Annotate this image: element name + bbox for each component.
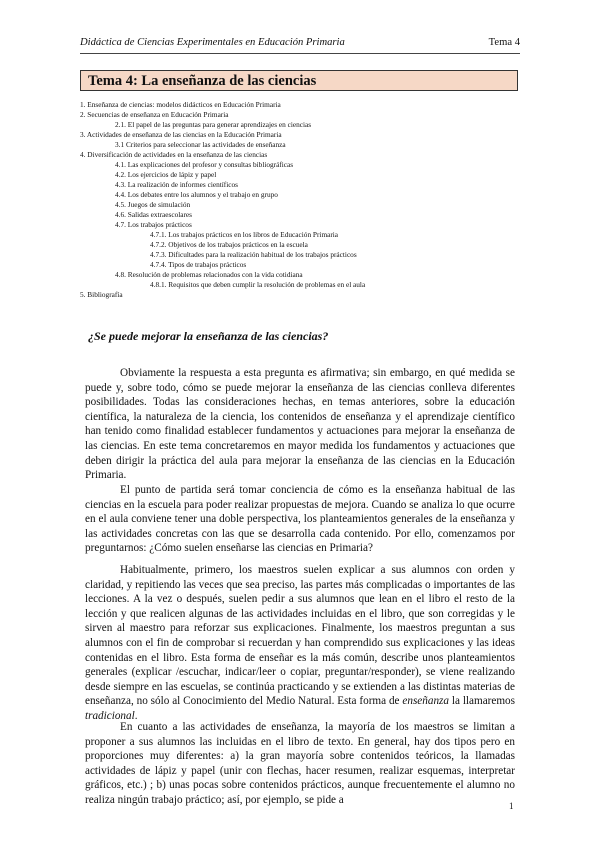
toc-item: 4.7.2. Objetivos de los trabajos prácticos en la escuela [150,240,308,249]
section-heading: ¿Se puede mejorar la enseñanza de las ciencias? [88,329,329,343]
paragraph-text: En cuanto a las actividades de enseñanza, la mayoría de los maestros se limitan a proponer a sus alumnos las incluidas en el libro de texto. En general, hay dos tipos pero en proporciones muy diferentes: a) la gran mayoría sobre contenidos teóricos, la llamadas actividades de lápiz y papel (unir con flechas, hacer resumen, realizar esquemas, interpretar gráficos, etc.) ; b) unas pocas sobre contenidos prácticos, aunque frecuentemente el alumno no realiza ningún trabajo práctico; así, por ejemplo, se pide a [85,721,515,806]
paragraph [85,483,515,556]
toc-item: 4.8.1. Requisitos que deben cumplir la resolución de problemas en el aula [150,280,366,289]
paragraph-text-part: . [134,709,138,722]
emphasis-text: tradicional [85,709,135,722]
topic-title: Tema 4: La enseñanza de las ciencias [88,73,317,89]
page-number: 1 [509,801,514,811]
toc-item: 2. Secuencias de enseñanza en Educación Primaria [80,110,229,119]
toc-item: 4. Diversificación de actividades en la enseñanza de las ciencias [80,150,268,159]
toc-item: 4.2. Los ejercicios de lápiz y papel [115,170,217,179]
paragraph [85,720,515,808]
toc-item: 3.1 Criterios para seleccionar las actividades de enseñanza [115,140,286,149]
toc-item: 4.7.4. Tipos de trabajos prácticos [150,260,247,269]
emphasis-text: enseñanza [402,695,449,708]
paragraph-text-part: la llamaremos [449,695,516,708]
toc-item: 3. Actividades de enseñanza de las ciencias en la Educación Primaria [80,130,282,139]
paragraph-text: Obviamente la respuesta a esta pregunta es afirmativa; sin embargo, en qué medida se puede y, sobre todo, cómo se puede mejorar la enseñanza de las ciencias conlleva diferentes posibilidades. Todas las consideraciones hechas, en temas anteriores, sobre la educación científica, la naturaleza de la ciencia, los contenidos de enseñanza y el aprendizaje científico han tenido como finalidad establecer fundamentos y actuaciones para mejorar la enseñanza de las ciencias. En este tema concretaremos en mayor medida los fundamentos y actuaciones que deben dirigir la práctica del aula para mejorar la enseñanza de las ciencias en la Educación Primaria. [85,367,515,482]
toc-item: 4.3. La realización de informes científicos [115,180,238,189]
toc-item: 4.4. Los debates entre los alumnos y el trabajo en grupo [115,190,278,199]
paragraph-text [85,563,515,724]
toc-item: 1. Enseñanza de ciencias: modelos didácticos en Educación Primaria [80,100,281,109]
header-topic-label: Tema 4 [488,37,520,48]
toc-item: 4.5. Juegos de simulación [115,200,191,209]
topic-title-box [80,70,518,91]
paragraph [85,366,515,483]
paragraph [85,563,515,724]
running-header [80,37,520,54]
toc-item: 4.7.3. Dificultades para la realización habitual de los trabajos prácticos [150,250,357,259]
toc-item: 4.6. Salidas extraescolares [115,210,192,219]
toc-item: 5. Bibliografía [80,290,123,299]
toc-item: 4.7. Los trabajos prácticos [115,220,192,229]
paragraph-text-part: Habitualmente, primero, los maestros suelen explicar a sus alumnos con orden y claridad, y repitiendo las veces que sea preciso, las partes más complicadas o importantes de las lecciones. A la vez o después, suelen pedir a sus alumnos que lean en el libro el resto de la lección y que realicen algunas de las actividades incluidas en el libro, que son corregidas y le sirven al maestro para reforzar sus explicaciones. Finalmente, los maestros preguntan a sus alumnos con el fin de comprobar si recuerdan y han comprendido sus explicaciones y las ideas contenidas en el libro. Esta forma de enseñar es la más común, describe unos planteamientos generales (explicar /escuchar, indicar/leer o copiar, preguntar/responder), se viene realizando desde siempre en las escuelas, se continúa practicando y se extienden a las distintas materias de enseñanza, no sólo al Conocimiento del Medio Natural. Esta forma de [85,564,515,708]
toc-item: 4.8. Resolución de problemas relacionados con la vida cotidiana [115,270,303,279]
toc-item: 2.1. El papel de las preguntas para generar aprendizajes en ciencias [115,120,312,129]
paragraph-text: El punto de partida será tomar conciencia de cómo es la enseñanza habitual de las ciencias en la escuela para poder realizar propuestas de mejora. Cuando se analiza lo que ocurre en el aula conviene tener una doble perspectiva, los planteamientos generales de la enseñanza y las actividades concretas con las que se desarrolla cada contenido. Por ello, comenzamos por preguntarnos: ¿Cómo suelen enseñarse las ciencias en Primaria? [85,484,515,555]
header-course-title: Didáctica de Ciencias Experimentales en Educación Primaria [80,37,345,48]
toc-item: 4.7.1. Los trabajos prácticos en los libros de Educación Primaria [150,230,339,239]
toc-item: 4.1. Las explicaciones del profesor y consultas bibliográficas [115,160,294,169]
